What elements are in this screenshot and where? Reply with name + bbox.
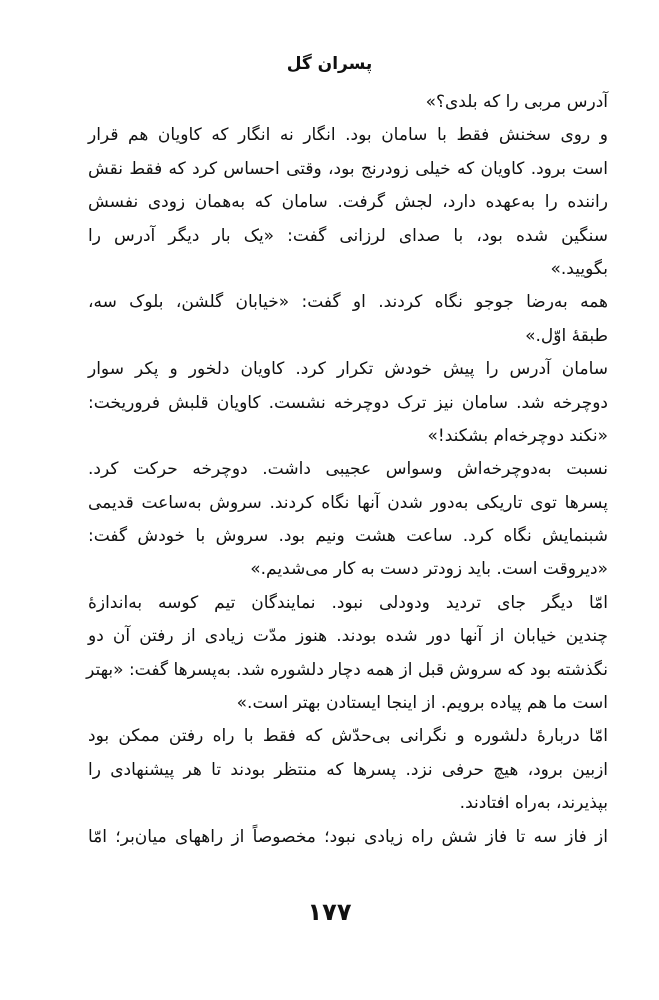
text-line: «دیروقت است. باید زودتر دست به کار می‌شدیم.» [250, 559, 608, 580]
text-line: طبقهٔ اوّل.» [525, 325, 608, 346]
running-title: پسران گل [286, 54, 373, 74]
text-line: بگویید.» [550, 258, 608, 279]
text-line: همه به‌رضا جوجو نگاه کردند. او گفت: «خیابان گلشن، بلوک سه، [88, 292, 608, 313]
text-line: چندین خیابان از آنها دور شده بودند. هنوز مدّت زیادی از رفتن آن دو [88, 626, 608, 647]
text-line: نگذشته بود که سروش قبل از همه دچار دلشوره شد. به‌پسرها گفت: «بهتر [86, 659, 608, 680]
text-line: آدرس مربی را که بلدی؟» [425, 92, 608, 112]
page-number: ۱۷۷ [307, 898, 352, 926]
text-line: پسرها توی تاریکی به‌دور شدن آنها نگاه کردند. سروش به‌ساعت قدیمی [88, 492, 608, 513]
text-line: راننده را به‌عهده دارد، لجش گرفت. سامان که به‌همان زودی نفسش [88, 192, 608, 213]
text-line: است ما هم پیاده برویم. از اینجا ایستادن بهتر است.» [236, 693, 608, 714]
text-line: امّا دربارهٔ دلشوره و نگرانی بی‌حدّش که فقط با راه رفتن ممکن بود [88, 726, 608, 747]
text-line: ازبین برود، هیچ حرفی نزد. پسرها که منتظر بودند تا هر پیشنهادی را [88, 759, 608, 780]
text-line: و روی سخنش فقط با سامان بود. انگار نه انگار که کاویان هم قرار [88, 125, 608, 146]
text-line: دوچرخه شد. سامان نیز ترک دوچرخه نشست. کاویان قلبش فروریخت: [88, 392, 608, 413]
text-line: سامان آدرس را پیش خودش تکرار کرد. کاویان دلخور و پکر سوار [88, 359, 608, 380]
text-line: از فاز سه تا فاز شش راه زیادی نبود؛ مخصوصاً از راههای میان‌بر؛ امّا [88, 826, 608, 847]
text-line: امّا دیگر جای تردید ودودلی نبود. نمایندگان تیم کوسه به‌اندازهٔ [88, 592, 608, 613]
text-line: «نکند دوچرخه‌ام بشکند!» [427, 425, 608, 446]
body-text [88, 86, 608, 854]
text-line: سنگین شده بود، با صدای لرزانی گفت: «یک بار دیگر آدرس را [88, 225, 608, 246]
text-line: نسبت به‌دوچرخه‌اش وسواس عجیبی داشت. دوچرخه حرکت کرد. [88, 459, 608, 480]
text-line: شبنمایش نگاه کرد. ساعت هشت ونیم بود. سروش با خودش گفت: [88, 526, 608, 547]
text-line: است برود. کاویان که خیلی زودرنج بود، وقتی احساس کرد که فقط نقش [88, 158, 608, 179]
text-line: بپذیرند، به‌راه افتادند. [459, 793, 608, 814]
